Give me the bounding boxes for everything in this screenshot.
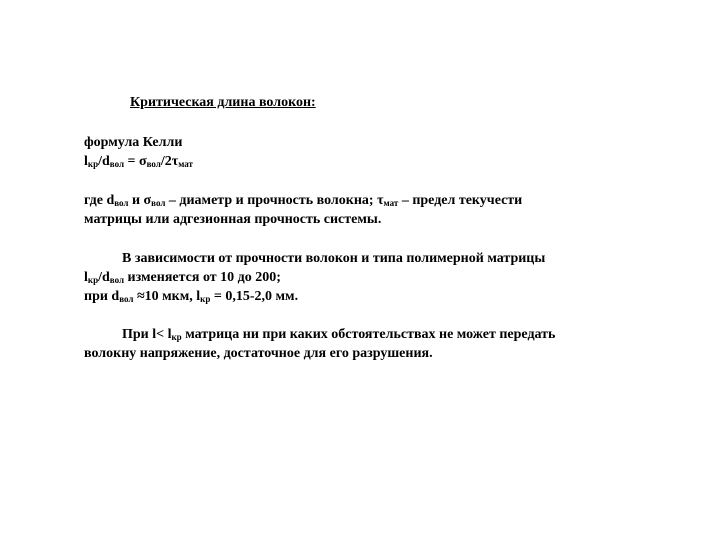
dependence-line-2: $l_{кр}/d_{вол}$ изменяется от 10 до 200; bbox=[84, 270, 281, 285]
kelly-formula bbox=[84, 152, 644, 171]
formula-mat-sub: мат bbox=[178, 159, 193, 169]
definition-line-1: где $d_{вол}$ и $\sigma_{вол}$ – диаметр и прочность волокна; $\tau_{мат}$ – предел текучести bbox=[84, 193, 523, 208]
formula-eq-sigma: = σ bbox=[124, 154, 147, 169]
conclusion-line-1: При $l< l_{кр}$ матрица ни при каких обстоятельствах не может передать bbox=[122, 327, 556, 342]
slide-title: Критическая длина волокон: bbox=[130, 95, 316, 110]
conclusion-block bbox=[84, 325, 644, 363]
dependence-block bbox=[84, 249, 644, 306]
formula-sigma-vol-sub: вол bbox=[146, 159, 161, 169]
dependence-line-1: В зависимости от прочности волокон и типа полимерной матрицы bbox=[122, 251, 546, 266]
definition-block bbox=[84, 191, 644, 229]
definition-line-2: матрицы или адгезионная прочность системы. bbox=[84, 212, 382, 227]
formula-over-2tau: /2τ bbox=[160, 154, 179, 169]
dependence-line-3: при $d_{вол} \approx 10$ мкм, $l_{кр} = 0,15-2,0$ мм. bbox=[84, 289, 299, 304]
formula-kr-sub: кр bbox=[87, 159, 99, 169]
formula-label: формула Келли bbox=[84, 135, 183, 150]
conclusion-line-2: волокну напряжение, достаточное для его разрушения. bbox=[84, 346, 433, 361]
formula-l: l bbox=[84, 154, 88, 169]
kelly-formula-block bbox=[84, 133, 644, 171]
formula-vol-sub: вол bbox=[109, 159, 125, 169]
formula-slash-d: /d bbox=[98, 154, 110, 169]
